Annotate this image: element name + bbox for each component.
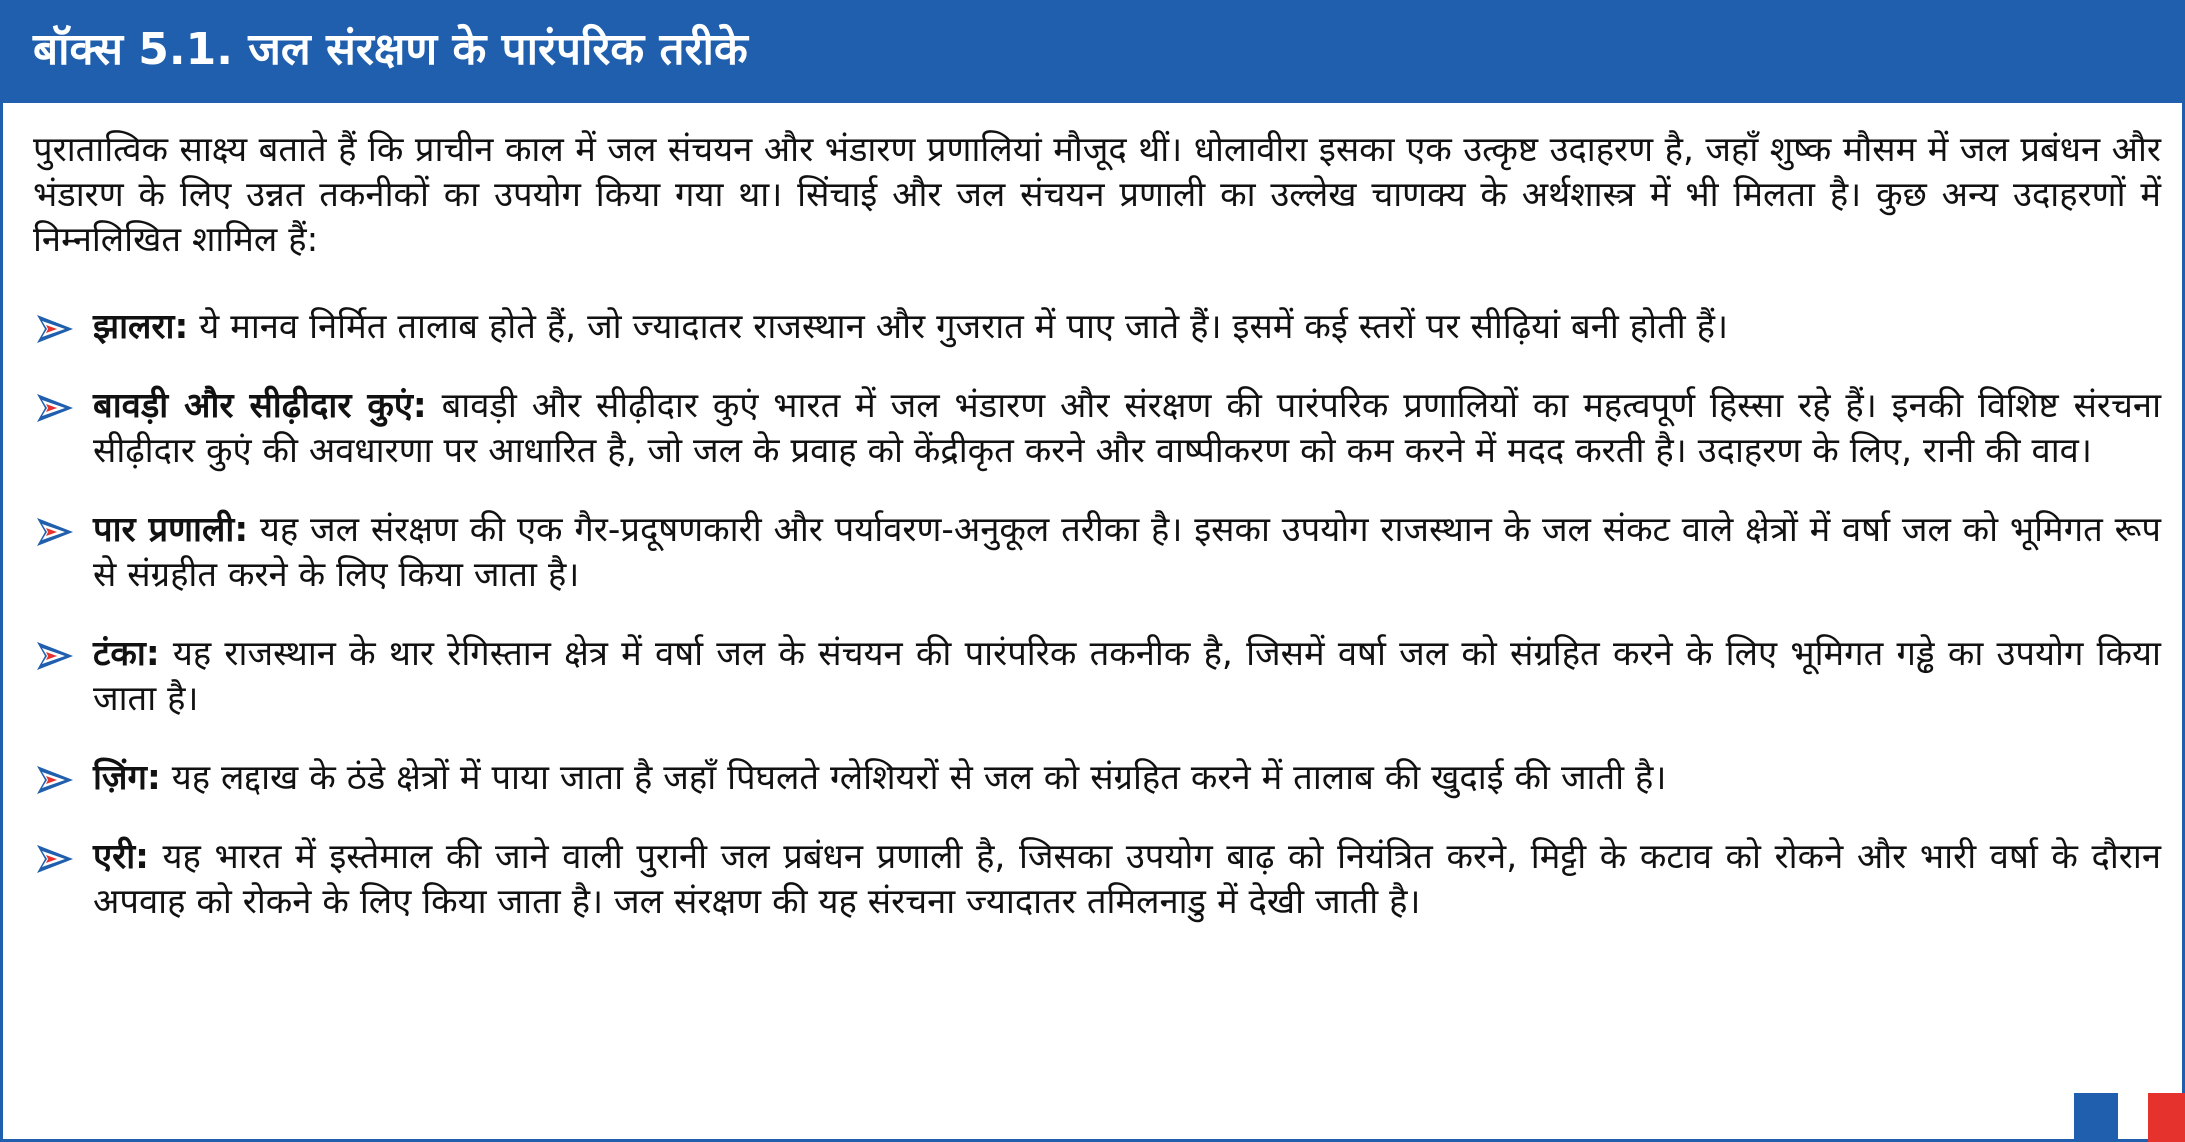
box-title: बॉक्स 5.1. जल संरक्षण के पारंपरिक तरीके (33, 24, 748, 75)
item-text: यह लद्दाख के ठंडे क्षेत्रों में पाया जाता है जहाँ पिघलते ग्लेशियरों से जल को संग्रहित करने में तालाब की खुदाई की जाती है। (160, 758, 1667, 798)
arrowhead-bullet-icon (35, 640, 75, 672)
arrowhead-bullet-icon (35, 516, 75, 548)
arrowhead-bullet-icon (35, 843, 75, 875)
arrowhead-bullet-icon (35, 764, 75, 796)
item-text: यह भारत में इस्तेमाल की जाने वाली पुरानी जल प्रबंधन प्रणाली है, जिसका उपयोग बाढ़ को नियंत्रित करने, मिट्टी के कटाव को रोकने और भारी वर्षा के दौरान अपवाह को रोकने के लिए किया जाता है। जल संरक्षण की यह संरचना ज्यादातर तमिलनाडु में देखी जाती है। (93, 837, 2161, 922)
list-item-bawdi (33, 384, 2161, 474)
item-term: बावड़ी और सीढ़ीदार कुएं: (93, 386, 427, 426)
item-term: टंका: (93, 634, 160, 674)
item-term: पार प्रणाली: (93, 510, 249, 550)
item-text: बावड़ी और सीढ़ीदार कुएं भारत में जल भंडारण और संरक्षण की पारंपरिक प्रणालियों का महत्वपूर्ण हिस्सा रहे हैं। इनकी विशिष्ट संरचना सीढ़ीदार कुएं की अवधारणा पर आधारित है, जो जल के प्रवाह को केंद्रीकृत करने और वाष्पीकरण को कम करने में मदद करती है। उदाहरण के लिए, रानी की वाव। (93, 386, 2162, 471)
list-item-zing (33, 756, 2161, 801)
item-text: यह जल संरक्षण की एक गैर-प्रदूषणकारी और पर्यावरण-अनुकूल तरीका है। इसका उपयोग राजस्थान के जल संकट वाले क्षेत्रों में वर्षा जल को भूमिगत रूप से संग्रहीत करने के लिए किया जाता है। (93, 510, 2161, 595)
corner-decoration-red (2148, 1093, 2185, 1142)
item-text: यह राजस्थान के थार रेगिस्तान क्षेत्र में वर्षा जल के संचयन की पारंपरिक तकनीक है, जिसमें वर्षा जल को संग्रहित करने के लिए भूमिगत गड्ढे का उपयोग किया जाता है। (93, 634, 2161, 719)
item-term: एरी: (93, 837, 149, 877)
title-bar (3, 0, 2185, 103)
box-content (33, 128, 2161, 959)
corner-decoration-blue (2074, 1093, 2118, 1142)
arrowhead-bullet-icon (35, 313, 75, 345)
item-term: ज़िंग: (93, 758, 161, 798)
arrowhead-bullet-icon (35, 392, 75, 424)
list-item-paar (33, 508, 2161, 598)
item-term: झालरा: (93, 307, 189, 347)
list-item-tanka (33, 632, 2161, 722)
item-text: ये मानव निर्मित तालाब होते हैं, जो ज्यादातर राजस्थान और गुजरात में पाए जाते हैं। इसमें कई स्तरों पर सीढ़ियां बनी होती हैं। (188, 307, 1729, 347)
list-item-eri (33, 835, 2161, 925)
intro-paragraph: पुरातात्विक साक्ष्य बताते हैं कि प्राचीन काल में जल संचयन और भंडारण प्रणालियां मौजूद थीं। धोलावीरा इसका एक उत्कृष्ट उदाहरण है, जहाँ शुष्क मौसम में जल प्रबंधन और भंडारण के लिए उन्नत तकनीकों का उपयोग किया गया था। सिंचाई और जल संचयन प्रणाली का उल्लेख चाणक्य के अर्थशास्त्र में भी मिलता है। कुछ अन्य उदाहरणों में निम्नलिखित शामिल हैं: (33, 130, 2161, 260)
list-item-jhalara (33, 305, 2161, 350)
